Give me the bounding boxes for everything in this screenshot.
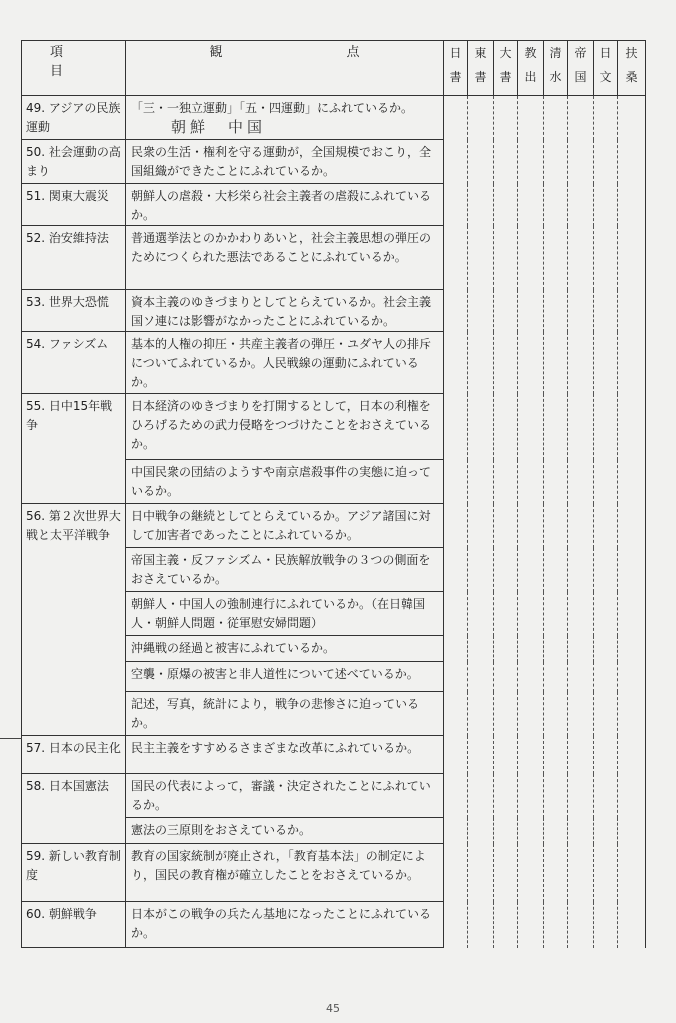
check-cell[interactable] <box>544 692 568 736</box>
check-cell[interactable] <box>544 504 568 548</box>
check-cell[interactable] <box>444 774 468 818</box>
check-cell[interactable] <box>494 818 518 844</box>
check-cell[interactable] <box>468 818 494 844</box>
check-cell[interactable] <box>518 140 544 184</box>
check-cell[interactable] <box>618 504 646 548</box>
viewpoint-cell <box>126 96 444 140</box>
table-row <box>22 290 646 332</box>
table-row <box>22 394 646 460</box>
viewpoint-cell <box>126 394 444 460</box>
check-cell[interactable] <box>618 394 646 460</box>
viewpoint-text: 日中戦争の継続としてとらえているか。アジア諸国に対して加害者であったことにふれているか。 <box>131 509 431 542</box>
check-cell[interactable] <box>444 636 468 662</box>
table-row <box>22 96 646 140</box>
check-cell[interactable] <box>544 226 568 290</box>
publisher-header <box>568 41 594 96</box>
viewpoint-text: 沖縄戦の経過と被害にふれているか。 <box>131 641 336 655</box>
check-cell[interactable] <box>618 592 646 636</box>
check-cell[interactable] <box>568 226 594 290</box>
viewpoint-header <box>126 41 444 96</box>
item-cell: 56. 第２次世界大戦と太平洋戦争 <box>22 504 126 736</box>
check-cell[interactable] <box>494 902 518 948</box>
publisher-header <box>594 41 618 96</box>
check-cell[interactable] <box>568 902 594 948</box>
table-row <box>22 902 646 948</box>
check-cell[interactable] <box>544 818 568 844</box>
publisher-header <box>518 41 544 96</box>
viewpoint-text: 日本がこの戦争の兵たん基地になったことにふれているか。 <box>131 907 432 940</box>
viewpoint-text: 朝鮮人・中国人の強制連行にふれているか。（在日韓国人・朝鮮人問題・従軍慰安婦問題） <box>131 597 426 630</box>
check-cell[interactable] <box>568 290 594 332</box>
check-cell[interactable] <box>518 96 544 140</box>
check-cell[interactable] <box>444 184 468 226</box>
check-cell[interactable] <box>494 226 518 290</box>
check-cell[interactable] <box>444 460 468 504</box>
check-cell[interactable] <box>468 394 494 460</box>
check-cell[interactable] <box>544 290 568 332</box>
publisher-header <box>618 41 646 96</box>
check-cell[interactable] <box>568 592 594 636</box>
item-cell: 52. 治安維持法 <box>22 226 126 290</box>
viewpoint-cell <box>126 184 444 226</box>
check-cell[interactable] <box>594 332 618 394</box>
header-row <box>22 41 646 96</box>
check-cell[interactable] <box>468 548 494 592</box>
check-cell[interactable] <box>544 636 568 662</box>
check-cell[interactable] <box>518 226 544 290</box>
check-cell[interactable] <box>594 226 618 290</box>
check-cell[interactable] <box>594 96 618 140</box>
viewpoint-text: 憲法の三原則をおさえているか。 <box>131 823 312 837</box>
check-cell[interactable] <box>468 662 494 692</box>
check-cell[interactable] <box>544 902 568 948</box>
item-cell: 58. 日本国憲法 <box>22 774 126 844</box>
check-cell[interactable] <box>594 184 618 226</box>
item-cell: 51. 関東大震災 <box>22 184 126 226</box>
check-cell[interactable] <box>544 460 568 504</box>
publisher-label: 東 書 <box>474 46 487 84</box>
check-cell[interactable] <box>618 902 646 948</box>
check-cell[interactable] <box>618 460 646 504</box>
check-cell[interactable] <box>468 774 494 818</box>
check-cell[interactable] <box>544 184 568 226</box>
check-cell[interactable] <box>618 692 646 736</box>
check-cell[interactable] <box>568 736 594 774</box>
viewpoint-text: 民衆の生活・権利を守る運動が，全国規模でおこり，全国組織ができたことにふれているか。 <box>131 145 432 178</box>
check-cell[interactable] <box>494 548 518 592</box>
check-cell[interactable] <box>444 548 468 592</box>
item-cell: 55. 日中15年戦争 <box>22 394 126 504</box>
item-cell: 54. ファシズム <box>22 332 126 394</box>
check-cell[interactable] <box>544 774 568 818</box>
table-row <box>22 140 646 184</box>
check-cell[interactable] <box>618 636 646 662</box>
viewpoint-header-char-2: 点 <box>346 45 360 60</box>
publisher-header <box>444 41 468 96</box>
check-cell[interactable] <box>518 844 544 902</box>
check-cell[interactable] <box>518 818 544 844</box>
check-cell[interactable] <box>468 636 494 662</box>
table-row <box>22 736 646 774</box>
viewpoint-text: 朝鮮人の虐殺・大杉栄ら社会主義者の虐殺にふれているか。 <box>131 189 432 222</box>
check-cell[interactable] <box>544 736 568 774</box>
check-cell[interactable] <box>494 692 518 736</box>
check-cell[interactable] <box>618 774 646 818</box>
check-cell[interactable] <box>518 662 544 692</box>
viewpoint-cell <box>126 636 444 662</box>
table-row <box>22 504 646 548</box>
check-cell[interactable] <box>618 844 646 902</box>
check-cell[interactable] <box>594 736 618 774</box>
viewpoint-cell <box>126 592 444 636</box>
check-cell[interactable] <box>568 394 594 460</box>
publisher-label: 日 文 <box>599 46 612 84</box>
table-row <box>22 184 646 226</box>
page-number: 45 <box>326 1002 340 1015</box>
viewpoint-cell <box>126 140 444 184</box>
check-cell[interactable] <box>518 692 544 736</box>
check-cell[interactable] <box>594 460 618 504</box>
check-cell[interactable] <box>594 662 618 692</box>
check-cell[interactable] <box>594 548 618 592</box>
check-cell[interactable] <box>618 226 646 290</box>
item-cell: 59. 新しい教育制度 <box>22 844 126 902</box>
viewpoint-cell <box>126 774 444 818</box>
check-cell[interactable] <box>494 662 518 692</box>
check-cell[interactable] <box>494 592 518 636</box>
check-cell[interactable] <box>444 394 468 460</box>
check-cell[interactable] <box>494 774 518 818</box>
check-cell[interactable] <box>494 460 518 504</box>
viewpoint-text: 教育の国家統制が廃止され，「教育基本法」の制定により，国民の教育権が確立したことをおさえているか。 <box>131 849 426 882</box>
check-cell[interactable] <box>568 662 594 692</box>
check-cell[interactable] <box>544 592 568 636</box>
check-cell[interactable] <box>518 184 544 226</box>
check-cell[interactable] <box>518 290 544 332</box>
check-cell[interactable] <box>494 290 518 332</box>
check-cell[interactable] <box>568 548 594 592</box>
publisher-label: 大 書 <box>499 46 512 84</box>
item-cell: 49. アジアの民族運動 <box>22 96 126 140</box>
viewpoint-cell <box>126 226 444 290</box>
check-cell[interactable] <box>618 662 646 692</box>
check-cell[interactable] <box>444 662 468 692</box>
item-cell: 57. 日本の民主化 <box>22 736 126 774</box>
publisher-label: 扶 桑 <box>625 46 638 84</box>
check-cell[interactable] <box>594 290 618 332</box>
check-cell[interactable] <box>468 504 494 548</box>
check-cell[interactable] <box>594 636 618 662</box>
check-cell[interactable] <box>618 96 646 140</box>
viewpoint-cell <box>126 290 444 332</box>
check-cell[interactable] <box>594 592 618 636</box>
check-cell[interactable] <box>518 332 544 394</box>
check-cell[interactable] <box>518 504 544 548</box>
check-cell[interactable] <box>468 692 494 736</box>
table-row <box>22 774 646 818</box>
check-cell[interactable] <box>444 332 468 394</box>
item-cell: 60. 朝鮮戦争 <box>22 902 126 948</box>
check-cell[interactable] <box>444 692 468 736</box>
viewpoint-cell <box>126 332 444 394</box>
check-cell[interactable] <box>444 592 468 636</box>
check-cell[interactable] <box>618 332 646 394</box>
check-cell[interactable] <box>544 332 568 394</box>
check-cell[interactable] <box>568 184 594 226</box>
check-cell[interactable] <box>444 504 468 548</box>
publisher-label: 清 水 <box>549 46 562 84</box>
check-cell[interactable] <box>594 504 618 548</box>
publisher-header <box>468 41 494 96</box>
check-cell[interactable] <box>518 636 544 662</box>
table-row <box>22 844 646 902</box>
viewpoint-text: 帝国主義・反ファシズム・民族解放戦争の３つの側面をおさえているか。 <box>131 553 431 586</box>
check-cell[interactable] <box>544 548 568 592</box>
check-cell[interactable] <box>444 818 468 844</box>
viewpoint-text: 中国民衆の団結のようすや南京虐殺事件の実態に迫っているか。 <box>131 465 432 498</box>
handwritten-note: 朝鮮 中国 <box>171 118 267 136</box>
check-cell[interactable] <box>618 548 646 592</box>
check-cell[interactable] <box>468 290 494 332</box>
check-cell[interactable] <box>518 394 544 460</box>
check-cell[interactable] <box>494 96 518 140</box>
viewpoint-text: 基本的人権の抑圧・共産主義者の弾圧・ユダヤ人の排斥についてふれているか。人民戦線の運動にふれているか。 <box>131 337 432 389</box>
check-cell[interactable] <box>444 96 468 140</box>
table-row <box>22 332 646 394</box>
viewpoint-cell <box>126 460 444 504</box>
publisher-label: 日 書 <box>449 46 462 84</box>
check-cell[interactable] <box>544 394 568 460</box>
check-cell[interactable] <box>444 736 468 774</box>
viewpoint-cell <box>126 736 444 774</box>
check-cell[interactable] <box>594 844 618 902</box>
viewpoint-cell <box>126 844 444 902</box>
check-cell[interactable] <box>444 844 468 902</box>
viewpoint-text: 民主主義をすすめるさまざまな改革にふれているか。 <box>131 741 420 755</box>
viewpoint-text: 普通選挙法とのかかわりあいと，社会主義思想の弾圧のためにつくられた悪法であることにふれているか。 <box>131 231 432 264</box>
check-cell[interactable] <box>568 96 594 140</box>
viewpoint-text: 日本経済のゆきづまりを打開するとして，日本の利権をひろげるための武力侵略をつづけたことをおさえているか。 <box>131 399 432 451</box>
viewpoint-text: 国民の代表によって，審議・決定されたことにふれているか。 <box>131 779 431 812</box>
viewpoint-text: 記述，写真，統計により，戦争の悲惨さに迫っているか。 <box>131 697 420 730</box>
viewpoint-cell <box>126 902 444 948</box>
check-cell[interactable] <box>618 818 646 844</box>
check-cell[interactable] <box>518 902 544 948</box>
check-cell[interactable] <box>618 184 646 226</box>
viewpoint-text: 資本主義のゆきづまりとしてとらえているか。社会主義国ソ連には影響がなかったことにふれているか。 <box>131 295 432 328</box>
check-cell[interactable] <box>544 96 568 140</box>
viewpoint-cell <box>126 548 444 592</box>
viewpoint-text: 「三・一独立運動」「五・四運動」にふれているか。 <box>131 101 414 115</box>
check-cell[interactable] <box>544 662 568 692</box>
viewpoint-cell <box>126 504 444 548</box>
viewpoint-cell <box>126 692 444 736</box>
viewpoint-cell <box>126 818 444 844</box>
check-cell[interactable] <box>594 692 618 736</box>
check-cell[interactable] <box>518 460 544 504</box>
check-cell[interactable] <box>568 774 594 818</box>
check-cell[interactable] <box>568 140 594 184</box>
publisher-header <box>494 41 518 96</box>
check-cell[interactable] <box>494 140 518 184</box>
check-cell[interactable] <box>568 504 594 548</box>
check-cell[interactable] <box>518 774 544 818</box>
textbook-evaluation-table <box>21 40 646 948</box>
check-cell[interactable] <box>518 592 544 636</box>
check-cell[interactable] <box>568 844 594 902</box>
check-cell[interactable] <box>594 394 618 460</box>
check-cell[interactable] <box>568 332 594 394</box>
publisher-label: 教 出 <box>524 46 537 84</box>
check-cell[interactable] <box>444 140 468 184</box>
check-cell[interactable] <box>468 460 494 504</box>
item-cell: 50. 社会運動の高まり <box>22 140 126 184</box>
check-cell[interactable] <box>468 226 494 290</box>
check-cell[interactable] <box>618 140 646 184</box>
margin-mark <box>0 738 22 739</box>
check-cell[interactable] <box>594 902 618 948</box>
check-cell[interactable] <box>544 140 568 184</box>
publisher-header <box>544 41 568 96</box>
check-cell[interactable] <box>568 818 594 844</box>
check-cell[interactable] <box>618 736 646 774</box>
item-header: 項 目 <box>22 41 126 96</box>
check-cell[interactable] <box>468 96 494 140</box>
check-cell[interactable] <box>444 902 468 948</box>
check-cell[interactable] <box>444 226 468 290</box>
check-cell[interactable] <box>468 902 494 948</box>
viewpoint-header-char-1: 観 <box>209 45 223 60</box>
item-cell: 53. 世界大恐慌 <box>22 290 126 332</box>
publisher-label: 帝 国 <box>574 46 587 84</box>
check-cell[interactable] <box>568 460 594 504</box>
check-cell[interactable] <box>468 184 494 226</box>
check-cell[interactable] <box>594 818 618 844</box>
check-cell[interactable] <box>568 692 594 736</box>
check-cell[interactable] <box>518 736 544 774</box>
check-cell[interactable] <box>468 140 494 184</box>
check-cell[interactable] <box>468 844 494 902</box>
check-cell[interactable] <box>618 290 646 332</box>
check-cell[interactable] <box>468 736 494 774</box>
check-cell[interactable] <box>468 592 494 636</box>
check-cell[interactable] <box>494 332 518 394</box>
check-cell[interactable] <box>468 332 494 394</box>
viewpoint-cell <box>126 662 444 692</box>
viewpoint-text: 空襲・原爆の被害と非人道性について述べているか。 <box>131 667 419 681</box>
check-cell[interactable] <box>568 636 594 662</box>
check-cell[interactable] <box>518 548 544 592</box>
check-cell[interactable] <box>594 774 618 818</box>
check-cell[interactable] <box>494 844 518 902</box>
check-cell[interactable] <box>444 290 468 332</box>
check-cell[interactable] <box>544 844 568 902</box>
check-cell[interactable] <box>494 394 518 460</box>
table-row <box>22 226 646 290</box>
check-cell[interactable] <box>494 636 518 662</box>
check-cell[interactable] <box>494 504 518 548</box>
check-cell[interactable] <box>594 140 618 184</box>
check-cell[interactable] <box>494 184 518 226</box>
check-cell[interactable] <box>494 736 518 774</box>
